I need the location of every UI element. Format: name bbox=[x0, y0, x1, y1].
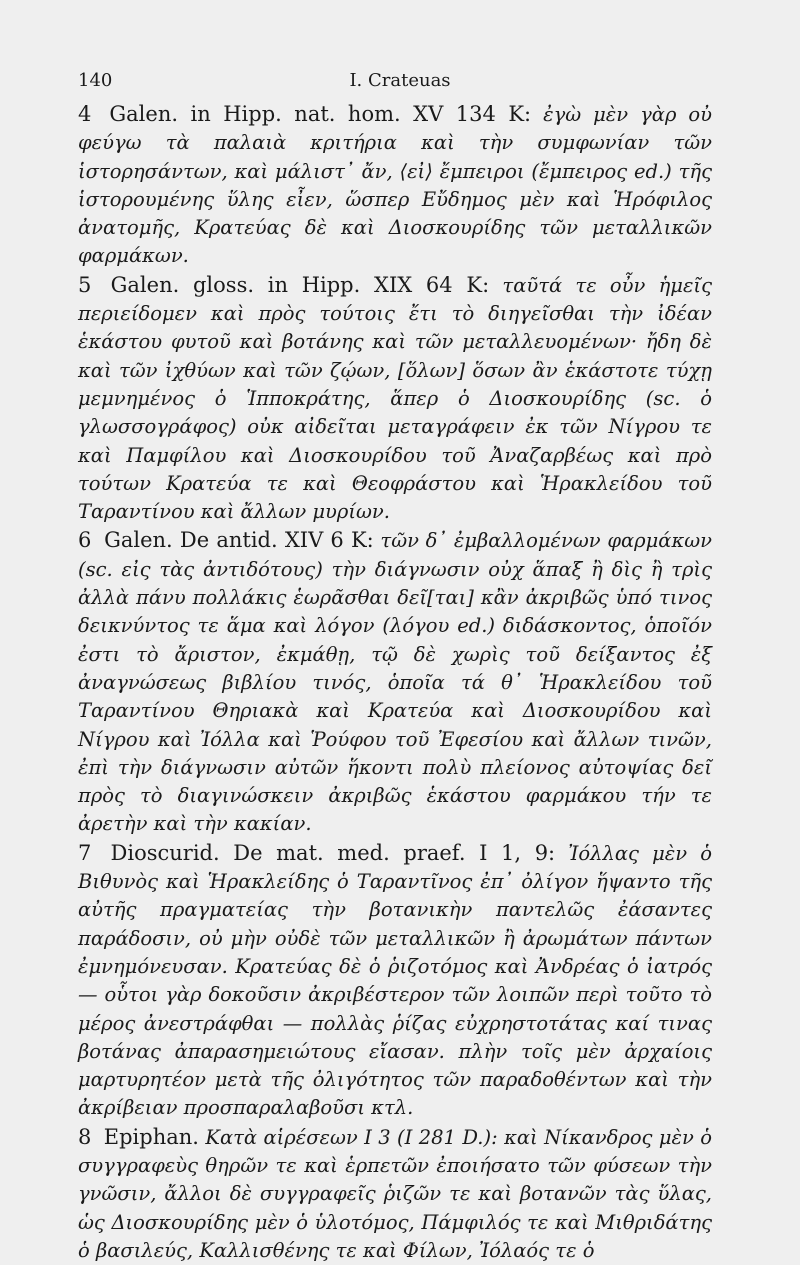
entry-text: ταῦτά τε οὖν ἡμεῖς περιείδομεν καὶ πρὸς τούτοις ἔτι τὸ διηγεῖσθαι τὴν ἰδέαν ἑκάστου φυτοῦ καὶ βοτάνης καὶ τῶν μεταλλευομένων· ἤδη δὲ καὶ τῶν ἰχθύων καὶ τῶν ζῴων, [ὅλων] ὅσων ἂν ἑκάστοτε τύχῃ μεμνημένος ὁ Ἱπποκράτης, ἅπερ ὁ Διοσκουρίδης (sc. ὁ γλωσσογράφος) οὐκ αἰδεῖται μεταγράφειν ἐκ τῶν Νίγρου τε καὶ Παμφίλου καὶ Διοσκουρίδου τοῦ Ἀναζαρβέως καὶ πρὸ τούτων Κρατεύα τε καὶ Θεοφράστου καὶ Ἡρακλείδου τοῦ Ταραντίνου καὶ ἄλλων μυρίων. bbox=[78, 273, 712, 524]
entry-source: Galen. De antid. XIV 6 K: bbox=[104, 528, 374, 553]
entry-text: καὶ Νίκανδρος μὲν ὁ συγγραφεὺς θηρῶν τε καὶ ἑρπετῶν ἐποιήσατο τῶν φύσεων τὴν γνῶσιν, ἄλλοι δὲ συγγραφεῖς ῥιζῶν τε καὶ βοτανῶν τὰς ὕλας, ὡς Διοσκουρίδης μὲν ὁ ὑλοτόμος, Πάμφιλός τε καὶ Μιθριδάτης ὁ βασιλεύς, Καλλισθένης τε καὶ Φίλων, Ἰόλαός τε ὁ bbox=[78, 1125, 713, 1262]
entry-number: 8 bbox=[78, 1124, 92, 1149]
entry-source: Galen. in Hipp. nat. hom. XV 134 K: bbox=[109, 102, 532, 126]
entry-8 bbox=[78, 1123, 712, 1265]
entry-text: Ἰόλλας μὲν ὁ Βιθυνὸς καὶ Ἡρακλείδης ὁ Ταραντῖνος ἐπ᾽ ὀλίγον ἥψαντο τῆς αὐτῆς πραγματείας τὴν βοτανικὴν παντελῶς ἐάσαντες παράδοσιν, οὐ μὴν οὐδὲ τῶν μεταλλικῶν ἢ ἀρωμάτων πάντων ἐμνημόνευσαν. Κρατεύας δὲ ὁ ῥιζοτόμος καὶ Ἀνδρέας ὁ ἰατρός — οὗτοι γὰρ δοκοῦσιν ἀκριβέστερον τῶν λοιπῶν περὶ τοῦτο τὸ μέρος ἀνεστράφθαι — πολλὰς ῥίζας εὐχρηστοτάτας καί τινας βοτάνας ἀπαρασημειώτους εἴασαν. πλὴν τοῖς μὲν ἀρχαίοις μαρτυρητέον μετὰ τῆς ὀλιγότητος τῶν παραδοθέντων καὶ τὴν ἀκρίβειαν προσπαραλαβοῦσι κτλ. bbox=[78, 841, 712, 1120]
entry-7 bbox=[78, 839, 712, 1123]
entry-text: τῶν δ᾽ ἐμβαλλομένων φαρμάκων (sc. εἰς τὰς ἀντιδότους) τὴν διάγνωσιν οὐχ ἅπαξ ἢ δὶς ἢ τρὶς ἀλλὰ πάνυ πολλάκις ἑωρᾶσθαι δεῖ[ται] κἂν ἀκριβῶς ὑπό τινος δεικνύντος τε ἅμα καὶ λόγον (λόγου ed.) διδάσκοντος, ὁποῖόν ἐστι τὸ ἄριστον, ἐκμάθῃ, τῷ δὲ χωρὶς τοῦ δείξαντος ἐξ ἀναγνώσεως βιβλίου τινός, ὁποῖα τά θ᾽ Ἡρακλείδου τοῦ Ταραντίνου Θηριακὰ καὶ Κρατεύα καὶ Διοσκουρίδου καὶ Νίγρου καὶ Ἰόλλα καὶ Ῥούφου τοῦ Ἐφεσίου καὶ ἄλλων τινῶν, ἐπὶ τὴν διάγνωσιν αὐτῶν ἥκοντι πολὺ πλείονος αὐτοψίας δεῖ πρὸς τὸ διαγινώσκειν ἀκριβῶς ἑκάστου φαρμάκου τήν τε ἀρετὴν καὶ τὴν κακίαν. bbox=[78, 529, 712, 836]
page-header bbox=[78, 70, 722, 94]
running-head: I. Crateuas bbox=[349, 70, 451, 91]
entry-source: Galen. gloss. in Hipp. XIX 64 K: bbox=[110, 272, 490, 297]
entry-source: Dioscurid. De mat. med. praef. I 1, 9: bbox=[110, 840, 556, 865]
entry-text: ἐγὼ μὲν γὰρ οὐ φεύγω τὰ παλαιὰ κριτήρια καὶ τὴν συμφωνίαν τῶν ἱστορησάντων, καὶ μάλιστ᾽ ἄν, ⟨εἰ⟩ ἔμπειροι (ἔμπειρος ed.) τῆς ἱστορουμένης ὕλης εἶεν, ὥσπερ Εὔδημος μὲν καὶ Ἡρόφιλος ἀνατομῆς, Κρατεύας δὲ καὶ Διοσκουρίδης τῶν μεταλλικῶν φαρμάκων. bbox=[78, 103, 713, 268]
page-body bbox=[78, 100, 712, 1265]
entry-number: 7 bbox=[78, 840, 92, 865]
page-number: 140 bbox=[78, 70, 113, 91]
entry-number: 6 bbox=[78, 528, 92, 553]
entry-number: 5 bbox=[78, 272, 92, 297]
entry-6 bbox=[78, 526, 712, 838]
entry-source-title: Κατὰ αἱρέσεων I 3 (I 281 D.): bbox=[205, 1125, 498, 1149]
entry-5 bbox=[78, 271, 712, 527]
entry-source: Epiphan. bbox=[103, 1124, 199, 1149]
entry-4 bbox=[78, 100, 712, 271]
entry-number: 4 bbox=[78, 102, 92, 126]
